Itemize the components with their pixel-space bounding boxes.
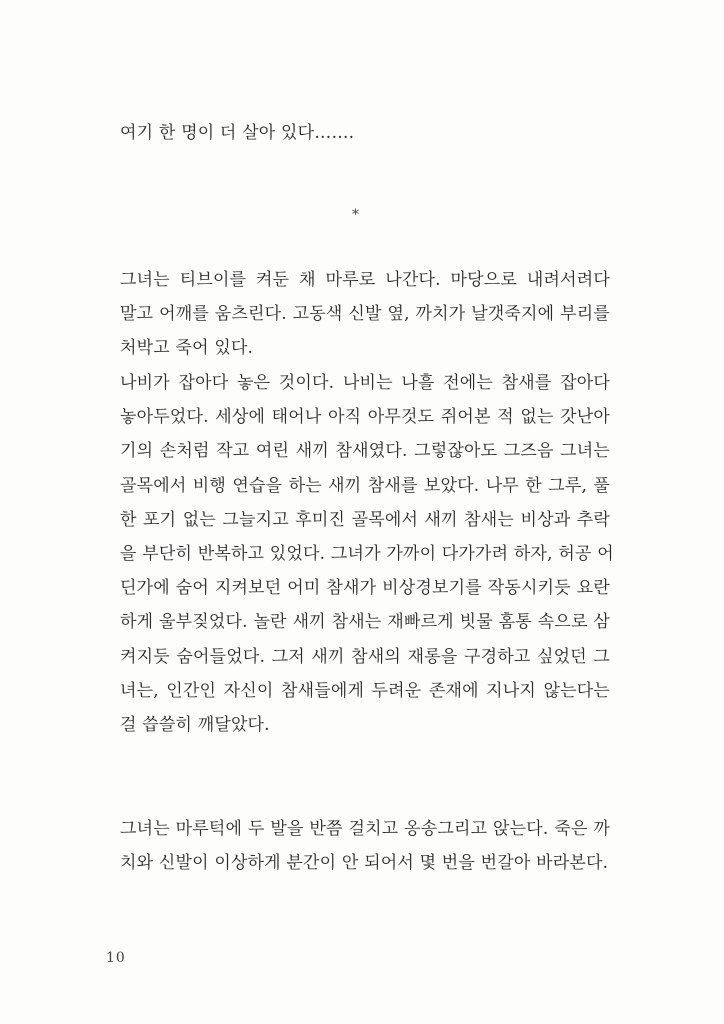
text-line: 여기 한 명이 더 살아 있다……. (120, 123, 355, 143)
paragraph-1 (120, 263, 610, 366)
text-line: 놓아두었다. 세상에 태어나 아직 아무것도 쥐어본 적 없는 갓난아 (120, 407, 610, 428)
paragraph-2 (120, 366, 614, 742)
section-break-asterisk: * (352, 207, 359, 223)
text-line: 녀는, 인간인 자신이 참새들에게 두려운 존재에 지나지 않는다는 (120, 680, 610, 701)
text-line: 말고 어깨를 움츠린다. 고동색 신발 옆, 까치가 날갯죽지에 부리를 (120, 304, 610, 325)
text-line: 처박고 죽어 있다. (120, 338, 254, 359)
text-line: 한 포기 없는 그늘지고 후미진 골목에서 새끼 참새는 비상과 추락 (120, 509, 610, 530)
text-line: 하게 울부짖었다. 놀란 새끼 참새는 재빠르게 빗물 홈통 속으로 삼 (120, 612, 610, 633)
text-line: 딘가에 숨어 지켜보던 어미 참새가 비상경보기를 작동시키듯 요란 (120, 578, 610, 599)
text-line: 치와 신발이 이상하게 분간이 안 되어서 몇 번을 번갈아 바라본다. (120, 853, 609, 874)
text-line: 그녀는 티브이를 켜둔 채 마루로 나간다. 마당으로 내려서려다 (120, 270, 610, 290)
paragraph-opening (120, 116, 610, 150)
text-line: 기의 손처럼 작고 여린 새끼 참새였다. 그렇잖아도 그즈음 그녀는 (120, 441, 610, 462)
text-line: 나비가 잡아다 놓은 것이다. 나비는 나흘 전에는 참새를 잡아다 (120, 373, 610, 393)
paragraph-3 (120, 812, 610, 880)
text-line: 그녀는 마루턱에 두 발을 반쯤 걸치고 옹송그리고 앉는다. 죽은 까 (120, 819, 610, 839)
text-line: 켜지듯 숨어들었다. 그저 새끼 참새의 재롱을 구경하고 싶었던 그 (120, 646, 610, 667)
page-number: 10 (106, 950, 126, 966)
text-line: 골목에서 비행 연습을 하는 새끼 참새를 보았다. 나무 한 그루, 풀 (120, 475, 610, 496)
text-line: 걸 씁쓸히 깨달았다. (120, 715, 270, 736)
text-line: 을 부단히 반복하고 있었다. 그녀가 가까이 다가가려 하자, 허공 어 (120, 544, 614, 565)
